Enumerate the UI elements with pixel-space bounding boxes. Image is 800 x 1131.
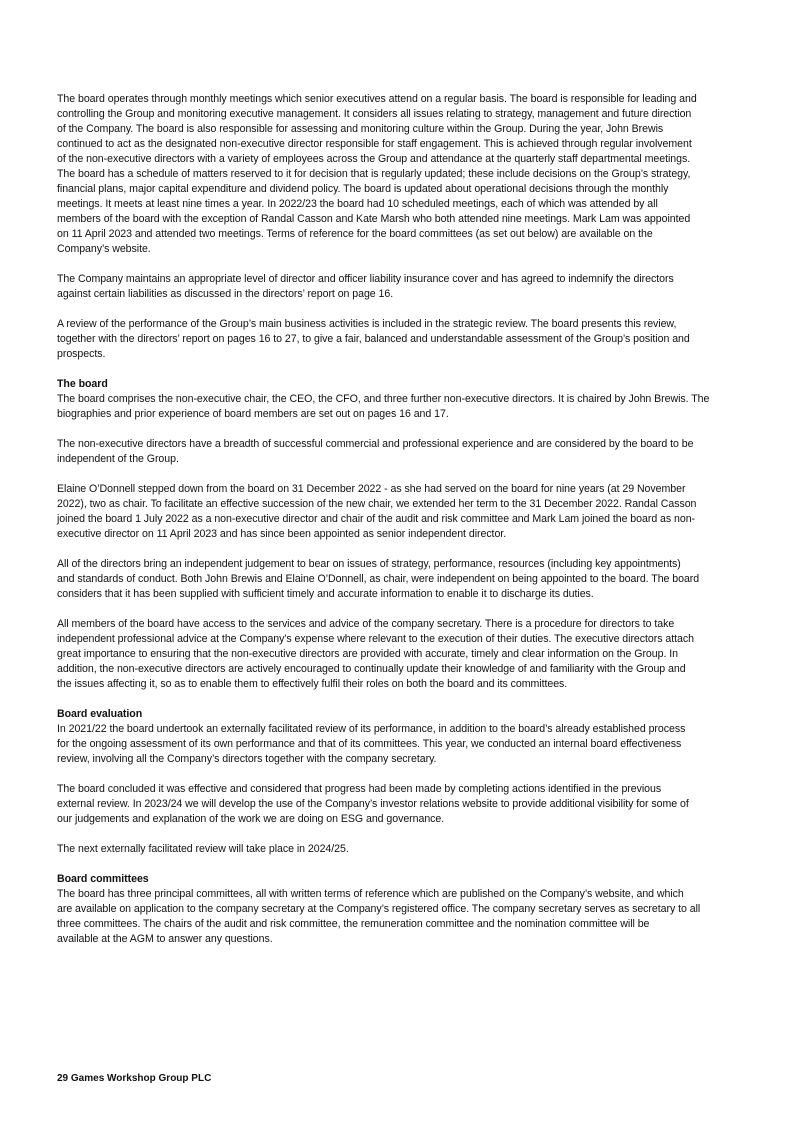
- text-line: The board concluded it was effective and considered that progress had been made by completing actions identified in the previous: [57, 783, 662, 795]
- text-line: A review of the performance of the Group’s main business activities is included in the strategic review. The board presents this review,: [57, 318, 677, 330]
- text-line: for the ongoing assessment of its own performance and that of its committees. This year, we conducted an internal board effectiveness: [57, 738, 682, 750]
- text-line: three committees. The chairs of the audit and risk committee, the remuneration committee and the nomination committee will be: [57, 918, 650, 930]
- paragraph: [57, 272, 777, 302]
- section-paragraph: [57, 872, 777, 947]
- section-heading: Board committees: [57, 873, 149, 885]
- text-line: In 2021/22 the board undertook an externally facilitated review of its performance, in addition to the board’s already established process: [57, 723, 686, 735]
- text-line: great importance to ensuring that the non-executive directors are provided with accurate, timely and clear information on the Group. In: [57, 648, 678, 660]
- page-footer: 29 Games Workshop Group PLC: [57, 1073, 212, 1084]
- text-line: our judgements and explanation of the work we are doing on ESG and governance.: [57, 813, 445, 825]
- text-line: executive director on 11 April 2023 and has since been appointed as senior independent director.: [57, 528, 507, 540]
- text-line: available at the AGM to answer any questions.: [57, 933, 273, 945]
- text-line: controlling the Group and monitoring executive management. It considers all issues relating to strategy, management and future direction: [57, 108, 692, 120]
- text-line: external review. In 2023/24 we will develop the use of the Company’s investor relations website to provide additional visibility for some of: [57, 798, 689, 810]
- text-line: review, involving all the Company’s directors together with the company secretary.: [57, 753, 437, 765]
- text-line: meetings. It meets at least nine times a year. In 2022/23 the board had 10 scheduled meetings, each of which was attended by all: [57, 198, 658, 210]
- text-line: of the non-executive directors with a variety of employees across the Group and attendance at the quarterly staff departmental meetings.: [57, 153, 691, 165]
- text-line: together with the directors’ report on pages 16 to 27, to give a fair, balanced and understandable assessment of the Group’s position and: [57, 333, 690, 345]
- text-line: The board operates through monthly meetings which senior executives attend on a regular basis. The board is responsible for leading and: [57, 93, 697, 105]
- paragraph: [57, 437, 777, 467]
- text-line: on 11 April 2023 and attended two meetings. Terms of reference for the board committees (as set out below) are available on the: [57, 228, 653, 240]
- text-line: and standards of conduct. Both John Brewis and Elaine O’Donnell, as chair, were independent on being appointed to the board. The board: [57, 573, 700, 585]
- document-body: [57, 92, 777, 962]
- text-line: All members of the board have access to the services and advice of the company secretary. There is a procedure for directors to take: [57, 618, 675, 630]
- text-line: The non-executive directors have a breadth of successful commercial and professional experience and are considered by the board to be: [57, 438, 694, 450]
- text-line: The Company maintains an appropriate level of director and officer liability insurance cover and has agreed to indemnify the directors: [57, 273, 674, 285]
- text-line: Company’s website.: [57, 243, 151, 255]
- text-line: continued to act as the designated non-executive director responsible for staff engagement. This is achieved through regular involvement: [57, 138, 692, 150]
- text-line: The board has three principal committees, all with written terms of reference which are published on the Company’s website, and which: [57, 888, 684, 900]
- text-line: against certain liabilities as discussed in the directors’ report on page 16.: [57, 288, 394, 300]
- text-line: The board comprises the non-executive chair, the CEO, the CFO, and three further non-executive directors. It is chaired by John Brewis. The: [57, 393, 710, 405]
- text-line: the issues affecting it, so as to enable them to effectively fulfil their roles on both the board and its committees.: [57, 678, 568, 690]
- section-paragraph: [57, 707, 777, 767]
- text-line: members of the board with the exception of Randal Casson and Kate Marsh who both attended nine meetings. Mark Lam was appointed: [57, 213, 691, 225]
- text-line: The next externally facilitated review will take place in 2024/25.: [57, 843, 349, 855]
- text-line: biographies and prior experience of board members are set out on pages 16 and 17.: [57, 408, 449, 420]
- text-line: joined the board 1 July 2022 as a non-executive director and chair of the audit and risk committee and Mark Lam joined the board as non-: [57, 513, 696, 525]
- text-line: prospects.: [57, 348, 106, 360]
- section-paragraph: [57, 377, 777, 422]
- paragraph: [57, 557, 777, 602]
- text-line: financial plans, major capital expenditure and dividend policy. The board is updated about operational decisions through the monthly: [57, 183, 669, 195]
- section-heading: The board: [57, 378, 108, 390]
- text-line: The board has a schedule of matters reserved to it for decision that is regularly updated; these include decisions on the Group’s strategy,: [57, 168, 691, 180]
- paragraph: [57, 782, 777, 827]
- text-line: considers that it has been supplied with sufficient timely and accurate information to enable it to discharge its duties.: [57, 588, 594, 600]
- text-line: All of the directors bring an independent judgement to bear on issues of strategy, performance, resources (including key appointments): [57, 558, 681, 570]
- paragraph: [57, 317, 777, 362]
- paragraph: [57, 92, 777, 257]
- text-line: Elaine O’Donnell stepped down from the board on 31 December 2022 - as she had served on the board for nine years (at 29 November: [57, 483, 686, 495]
- paragraph: [57, 617, 777, 692]
- paragraph: [57, 842, 777, 857]
- section-heading: Board evaluation: [57, 708, 143, 720]
- text-line: independent of the Group.: [57, 453, 179, 465]
- text-line: addition, the non-executive directors are actively encouraged to continually update their knowledge of and familiarity with the Group and: [57, 663, 686, 675]
- text-line: of the Company. The board is also responsible for assessing and monitoring culture within the Group. During the year, John Brewis: [57, 123, 664, 135]
- text-line: are available on application to the company secretary at the Company’s registered office. The company secretary serves as secretary to all: [57, 903, 701, 915]
- paragraph: [57, 482, 777, 542]
- text-line: 2022), two as chair. To facilitate an effective succession of the new chair, we extended her term to the 31 December 2022. Randal Casson: [57, 498, 697, 510]
- text-line: independent professional advice at the Company's expense where relevant to the execution of their duties. The executive directors attach: [57, 633, 694, 645]
